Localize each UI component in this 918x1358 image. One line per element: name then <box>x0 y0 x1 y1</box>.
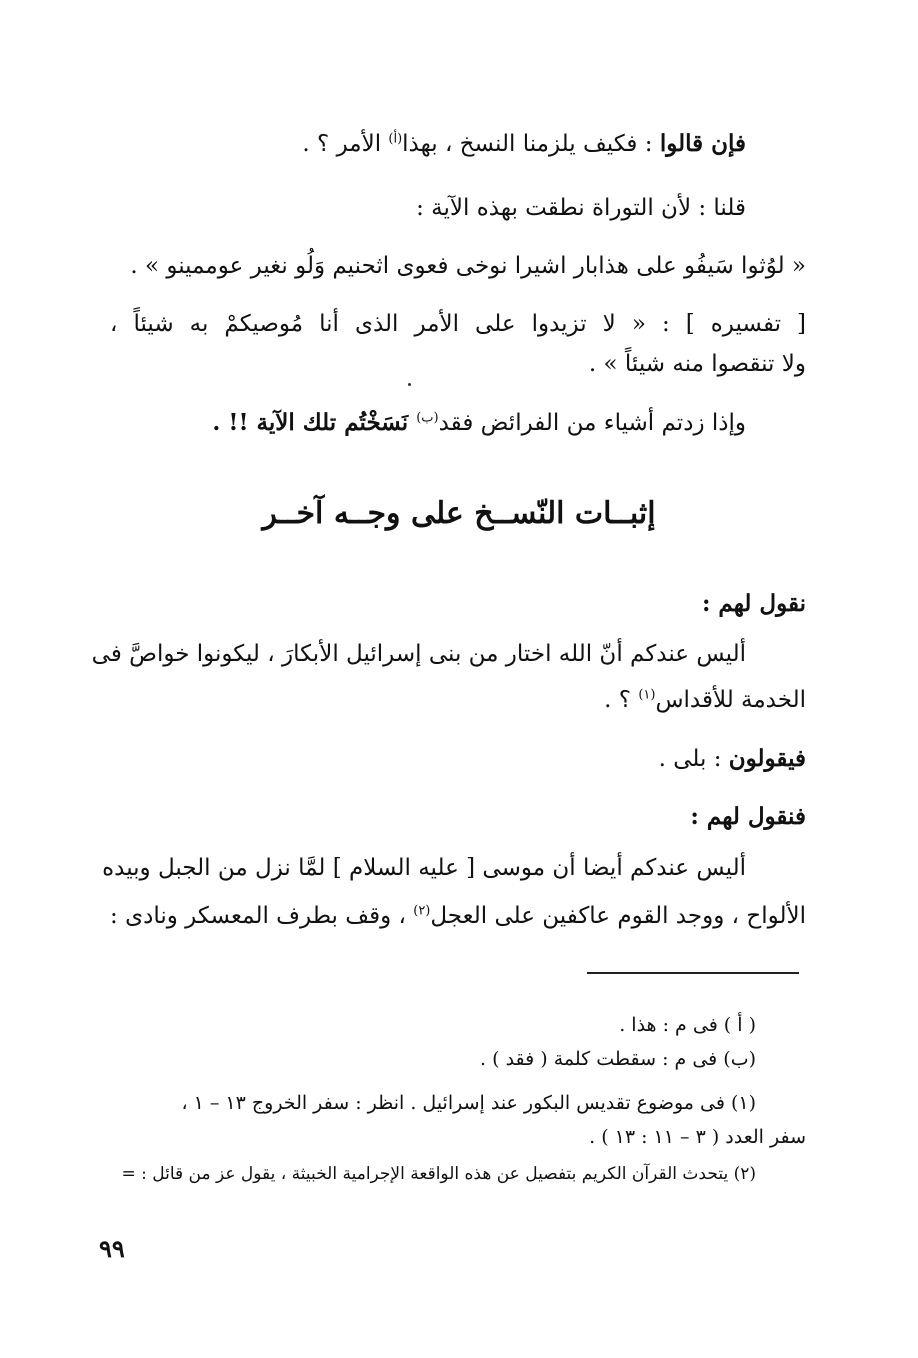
footnote-1-continued: سفر العدد ( ٣ – ١١ : ١٣ ) . <box>589 1126 806 1148</box>
footnote-b: (ب) فى م : سقطت كلمة ( فقد ) . <box>480 1048 756 1070</box>
text-line-6 <box>212 410 746 436</box>
footnote-2: (٢) يتحدث القرآن الكريم بتفصيل عن هذه الواقعة الإجرامية الخبيثة ، يقول عز من قائل : = <box>121 1164 756 1184</box>
footnote-a: ( أ ) فى م : هذا . <box>619 1014 756 1036</box>
footnote-1: (١) فى موضوع تقديس البكور عند إسرائيل . انظر : سفر الخروج ١٣ – ١ ، <box>181 1092 756 1114</box>
footnote-ref: (١) <box>638 687 656 703</box>
text-line-s3 <box>604 688 806 713</box>
text-line-2: قلنا : لأن التوراة نطقت بهذه الآية : <box>416 195 746 221</box>
footnote-divider <box>587 972 799 974</box>
text-line-s7 <box>110 904 806 929</box>
section-heading: إثبــات النّســخ على وجــه آخــر <box>262 496 656 531</box>
footnote-ref: (أ) <box>388 131 403 147</box>
footnote-ref: (٢) <box>413 903 431 919</box>
text-span: ؟ . <box>604 687 639 713</box>
bold-phrase: نَسَخْتُم تلك الآية !! . <box>212 409 417 436</box>
text-span: الخدمة للأقداس <box>655 687 806 713</box>
text-line-s6: أليس عندكم أيضا أن موسى [ عليه السلام ] لمَّا نزل من الجبل وبيده <box>102 855 746 881</box>
text-span: : بلى . <box>658 746 729 772</box>
text-line-s4 <box>659 746 806 772</box>
text-line-3: « لوُثوا سَيفُو على هذابار اشيرا نوخى فعوى اثحنيم وَلُو نغير عوممينو » . <box>130 253 806 279</box>
footnote-ref: (ب) <box>416 410 439 426</box>
text-line-5: ولا تنقصوا منه شيئاً » . <box>588 351 806 377</box>
text-line-s2: أليس عندكم أنّ الله اختار من بنى إسرائيل الأبكارَ ، ليكونوا خواصَّ فى <box>91 641 746 667</box>
text-span: الألواح ، ووجد القوم عاكفين على العجل <box>430 903 806 929</box>
text-span: الأمر ؟ . <box>302 131 389 157</box>
text-span: ، وقف بطرف المعسكر ونادى : <box>110 903 414 929</box>
text-line-s5: فنقول لهم : <box>690 803 806 830</box>
text-span: وإذا زدتم أشياء من الفرائض فقد <box>438 410 746 436</box>
text-line-1 <box>302 131 746 157</box>
text-line-s1: نقول لهم : <box>701 590 806 617</box>
text-span: : فكيف يلزمنا النسخ ، بهذا <box>402 131 660 157</box>
dot-mark <box>408 383 411 386</box>
page-number: ٩٩ <box>99 1234 125 1263</box>
bold-phrase: فإن قالوا <box>659 130 746 157</box>
bold-phrase: فيقولون <box>728 745 806 772</box>
text-line-4: [ تفسيره ] : « لا تزيدوا على الأمر الذى أنا مُوصيكمْ به شيئاً ، <box>110 311 806 337</box>
